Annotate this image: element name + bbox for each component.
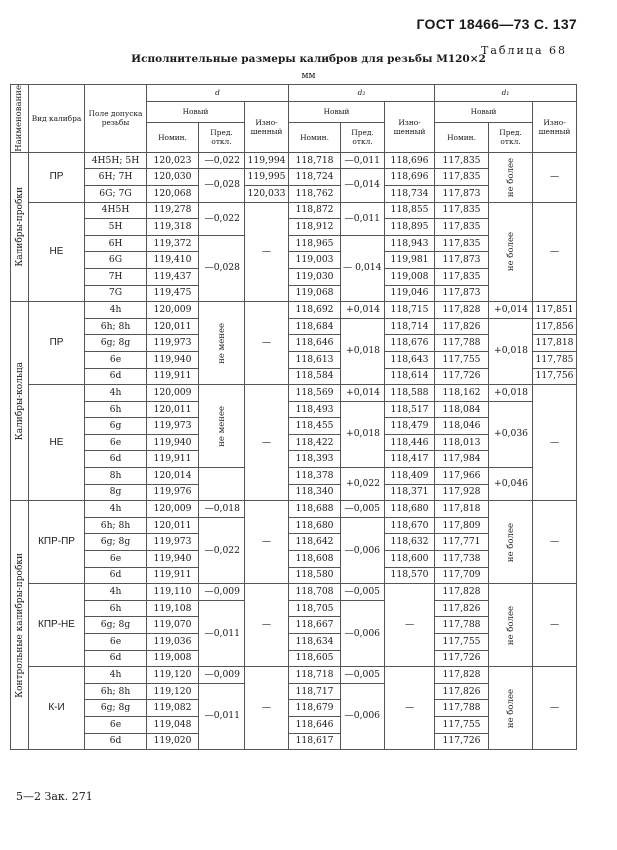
table-row: 6d 119,911 118,393 118,417 117,984 bbox=[11, 451, 577, 468]
ne-bolee-mark: не более bbox=[489, 584, 533, 667]
kind-ne: НЕ bbox=[29, 202, 85, 302]
table-title: Исполнительные размеры калибров для резьбы М120×2 bbox=[131, 53, 486, 65]
col-d2-pred: Пред. откл. bbox=[341, 122, 385, 152]
table-row: 8g 119,976 118,340 118,371 117,928 bbox=[11, 484, 577, 501]
col-vid: Вид калибра bbox=[29, 85, 85, 153]
kind-kpr-ne: КПР-НЕ bbox=[29, 584, 85, 667]
table-row: 6Н; 7Н 120,030 —0,028 119,995 118,724 —0,014 118,696 117,835 bbox=[11, 169, 577, 186]
ne-menee-mark: не менее bbox=[199, 302, 245, 385]
table-row: НЕ 4Н5Н 119,278 —0,022 — 118,872 —0,011 118,855 117,835 не более — bbox=[11, 202, 577, 219]
table-row: 6h; 8h 120,011 118,684 +0,018 118,714 117,826 +0,018 117,856 bbox=[11, 318, 577, 335]
kind-pr-ring: ПР bbox=[29, 302, 85, 385]
table-row: 6e 119,940 118,613 118,643 117,755 117,785 bbox=[11, 351, 577, 368]
category-kontr: Контрольные калибры-пробки bbox=[11, 501, 29, 750]
ne-menee-mark: не менее bbox=[199, 385, 245, 468]
table-row: 6e 119,036 118,634 117,755 bbox=[11, 634, 577, 651]
category-probki: Калибры-пробки bbox=[11, 152, 29, 301]
table-row: 6e 119,940 118,608 118,600 117,738 bbox=[11, 551, 577, 568]
col-d1-novy: Новый bbox=[435, 101, 533, 122]
table-row: 6g; 8g 119,082 118,679 117,788 bbox=[11, 700, 577, 717]
table-row: 6h; 8h 120,011 —0,022 118,680 —0,006 118,670 117,809 bbox=[11, 517, 577, 534]
unit-label: мм bbox=[301, 71, 316, 81]
table-row: 6d 119,911 118,584 118,614 117,726 117,756 bbox=[11, 368, 577, 385]
col-d-nomin: Номин. bbox=[147, 122, 199, 152]
col-d2: d₂ bbox=[289, 85, 435, 102]
table-row: 6d 119,911 118,580 118,570 117,709 bbox=[11, 567, 577, 584]
table-row: 6g 119,973 118,455 118,479 118,046 bbox=[11, 418, 577, 435]
col-d1-nomin: Номин. bbox=[435, 122, 489, 152]
table-row: 7Н 119,437 119,030 119,008 117,835 bbox=[11, 268, 577, 285]
table-row: 6h 120,011 118,493 +0,018 118,517 118,084 +0,036 bbox=[11, 401, 577, 418]
page-footer: 5—2 Зак. 271 bbox=[16, 790, 93, 803]
col-d-izn: Изно-шенный bbox=[245, 101, 289, 152]
table-row: НЕ 4h 120,009 не менее — 118,569 +0,014 118,588 118,162 +0,018 — bbox=[11, 385, 577, 402]
table-row: К-И 4h 119,120 —0,009 — 118,718 —0,005 — 117,828 не более — bbox=[11, 667, 577, 684]
col-d1: d₁ bbox=[435, 85, 577, 102]
table-row: Калибры-пробки ПР 4Н5Н; 5Н 120,023 —0,022 119,994 118,718 —0,011 118,696 117,835 не более — bbox=[11, 152, 577, 169]
col-d2-izn: Изно-шенный bbox=[385, 101, 435, 152]
table-row: Калибры-кольца ПР 4h 120,009 не менее — 118,692 +0,014 118,715 117,828 +0,014 117,851 bbox=[11, 302, 577, 319]
page-header: ГОСТ 18466—73 С. 137 bbox=[416, 16, 577, 32]
kind-ki: К-И bbox=[29, 667, 85, 750]
table-row: 6e 119,940 118,422 118,446 118,013 bbox=[11, 434, 577, 451]
col-d-novy: Новый bbox=[147, 101, 245, 122]
kind-ne-ring: НЕ bbox=[29, 385, 85, 501]
col-d-pred: Пред. откл. bbox=[199, 122, 245, 152]
ne-bolee-mark: не более bbox=[489, 501, 533, 584]
table-row: 6h; 8h 119,120 —0,011 118,717 —0,006 117,826 bbox=[11, 683, 577, 700]
table-row: 6g; 8g 119,070 118,667 117,788 bbox=[11, 617, 577, 634]
table-row: 6g; 8g 119,973 118,642 118,632 117,771 bbox=[11, 534, 577, 551]
ne-bolee-mark: не более bbox=[489, 152, 533, 202]
col-d2-novy: Новый bbox=[289, 101, 385, 122]
table-row: 8h 120,014 118,378 +0,022 118,409 117,966 +0,046 bbox=[11, 468, 577, 485]
table-row: КПР-НЕ 4h 119,110 —0,009 — 118,708 —0,005 — 117,828 не более — bbox=[11, 584, 577, 601]
table-number: Таблица 68 bbox=[481, 44, 567, 57]
table-row: 6g; 8g 119,973 118,646 118,676 117,788 117,818 bbox=[11, 335, 577, 352]
col-d: d bbox=[147, 85, 289, 102]
col-d1-pred: Пред. откл. bbox=[489, 122, 533, 152]
col-d2-nomin: Номин. bbox=[289, 122, 341, 152]
table-row: 6h 119,108 —0,011 118,705 —0,006 117,826 bbox=[11, 600, 577, 617]
table-row: 6d 119,008 118,605 117,726 bbox=[11, 650, 577, 667]
kind-kpr-pr: КПР-ПР bbox=[29, 501, 85, 584]
kind-pr: ПР bbox=[29, 152, 85, 202]
ne-bolee-mark: не более bbox=[489, 667, 533, 750]
table-row: 5Н 119,318 118,912 118,895 117,835 bbox=[11, 219, 577, 236]
table-row: 6d 119,020 118,617 117,726 bbox=[11, 733, 577, 750]
table-row: 6G; 7G 120,068 120,033 118,762 118,734 117,873 bbox=[11, 185, 577, 202]
gauge-dimensions-table bbox=[10, 84, 577, 750]
col-naimenovanie: Наименование bbox=[11, 85, 29, 153]
ne-bolee-mark: не более bbox=[489, 202, 533, 302]
category-kolca: Калибры-кольца bbox=[11, 302, 29, 501]
table-row: 6e 119,048 118,646 117,755 bbox=[11, 716, 577, 733]
table-row: Контрольные калибры-пробки КПР-ПР 4h 120,009 —0,018 — 118,688 —0,005 118,680 117,818 не более — bbox=[11, 501, 577, 518]
table-row: 6G 119,410 119,003 119,981 117,873 bbox=[11, 252, 577, 269]
col-pole: Поле допуска резьбы bbox=[85, 85, 147, 153]
table-row: 6Н 119,372 —0,028 118,965 — 0,014 118,943 117,835 bbox=[11, 235, 577, 252]
table-row: 7G 119,475 119,068 119,046 117,873 bbox=[11, 285, 577, 302]
col-d1-izn: Изно-шенный bbox=[533, 101, 577, 152]
